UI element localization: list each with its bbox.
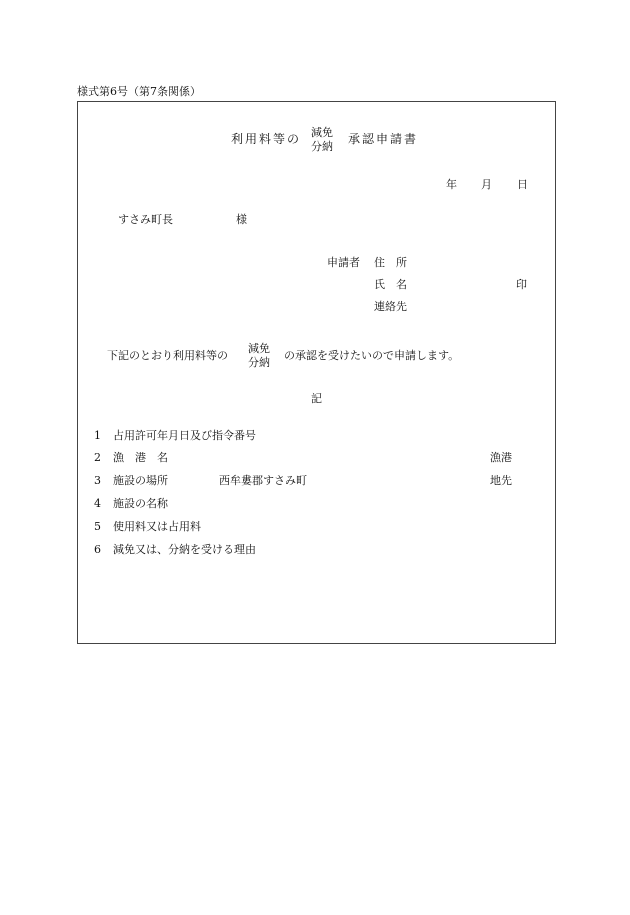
title-option-bunno: 分納 [311,140,333,153]
item-6-label: 減免又は、分納を受ける理由 [113,543,256,556]
addressee-honorific: 様 [236,213,247,226]
item-3-value: 西牟婁郡すさみ町 [219,474,307,487]
addressee-name: すさみ町長 [118,213,173,226]
title-option-genmen: 減免 [311,126,333,139]
item-5-number: 5 [94,520,101,533]
item-3-number: 3 [94,474,101,487]
date-day-label: 日 [517,178,528,191]
item-5-label: 使用料又は占用料 [113,520,201,533]
body-option-genmen: 減免 [248,342,270,355]
applicant-name-label: 氏 名 [374,278,407,291]
item-2-number: 2 [94,451,101,464]
seal-mark: 印 [516,278,527,291]
applicant-address-label: 住 所 [374,256,407,269]
body-option-bunno: 分納 [248,356,270,369]
title-suffix: 承認申請書 [348,132,419,146]
item-2-suffix: 漁港 [490,451,512,464]
item-2-label: 漁 港 名 [113,451,168,464]
body-options [248,342,270,370]
ki-heading: 記 [311,392,322,405]
date-month-label: 月 [481,178,492,191]
title-prefix: 利用料等の [231,132,302,146]
item-1-label: 占用許可年月日及び指令番号 [113,429,256,442]
applicant-label: 申請者 [327,256,360,269]
item-4-label: 施設の名称 [113,497,168,510]
title-options [311,126,333,154]
form-number: 様式第6号（第7条関係） [77,85,201,98]
body-prefix: 下記のとおり利用料等の [107,349,228,362]
applicant-contact-label: 連絡先 [374,300,407,313]
item-3-suffix: 地先 [490,474,512,487]
body-suffix: の承認を受けたいので申請します。 [284,349,460,362]
item-4-number: 4 [94,497,101,510]
date-year-label: 年 [446,178,457,191]
item-3-label: 施設の場所 [113,474,168,487]
item-6-number: 6 [94,543,101,556]
item-1-number: 1 [94,429,101,442]
